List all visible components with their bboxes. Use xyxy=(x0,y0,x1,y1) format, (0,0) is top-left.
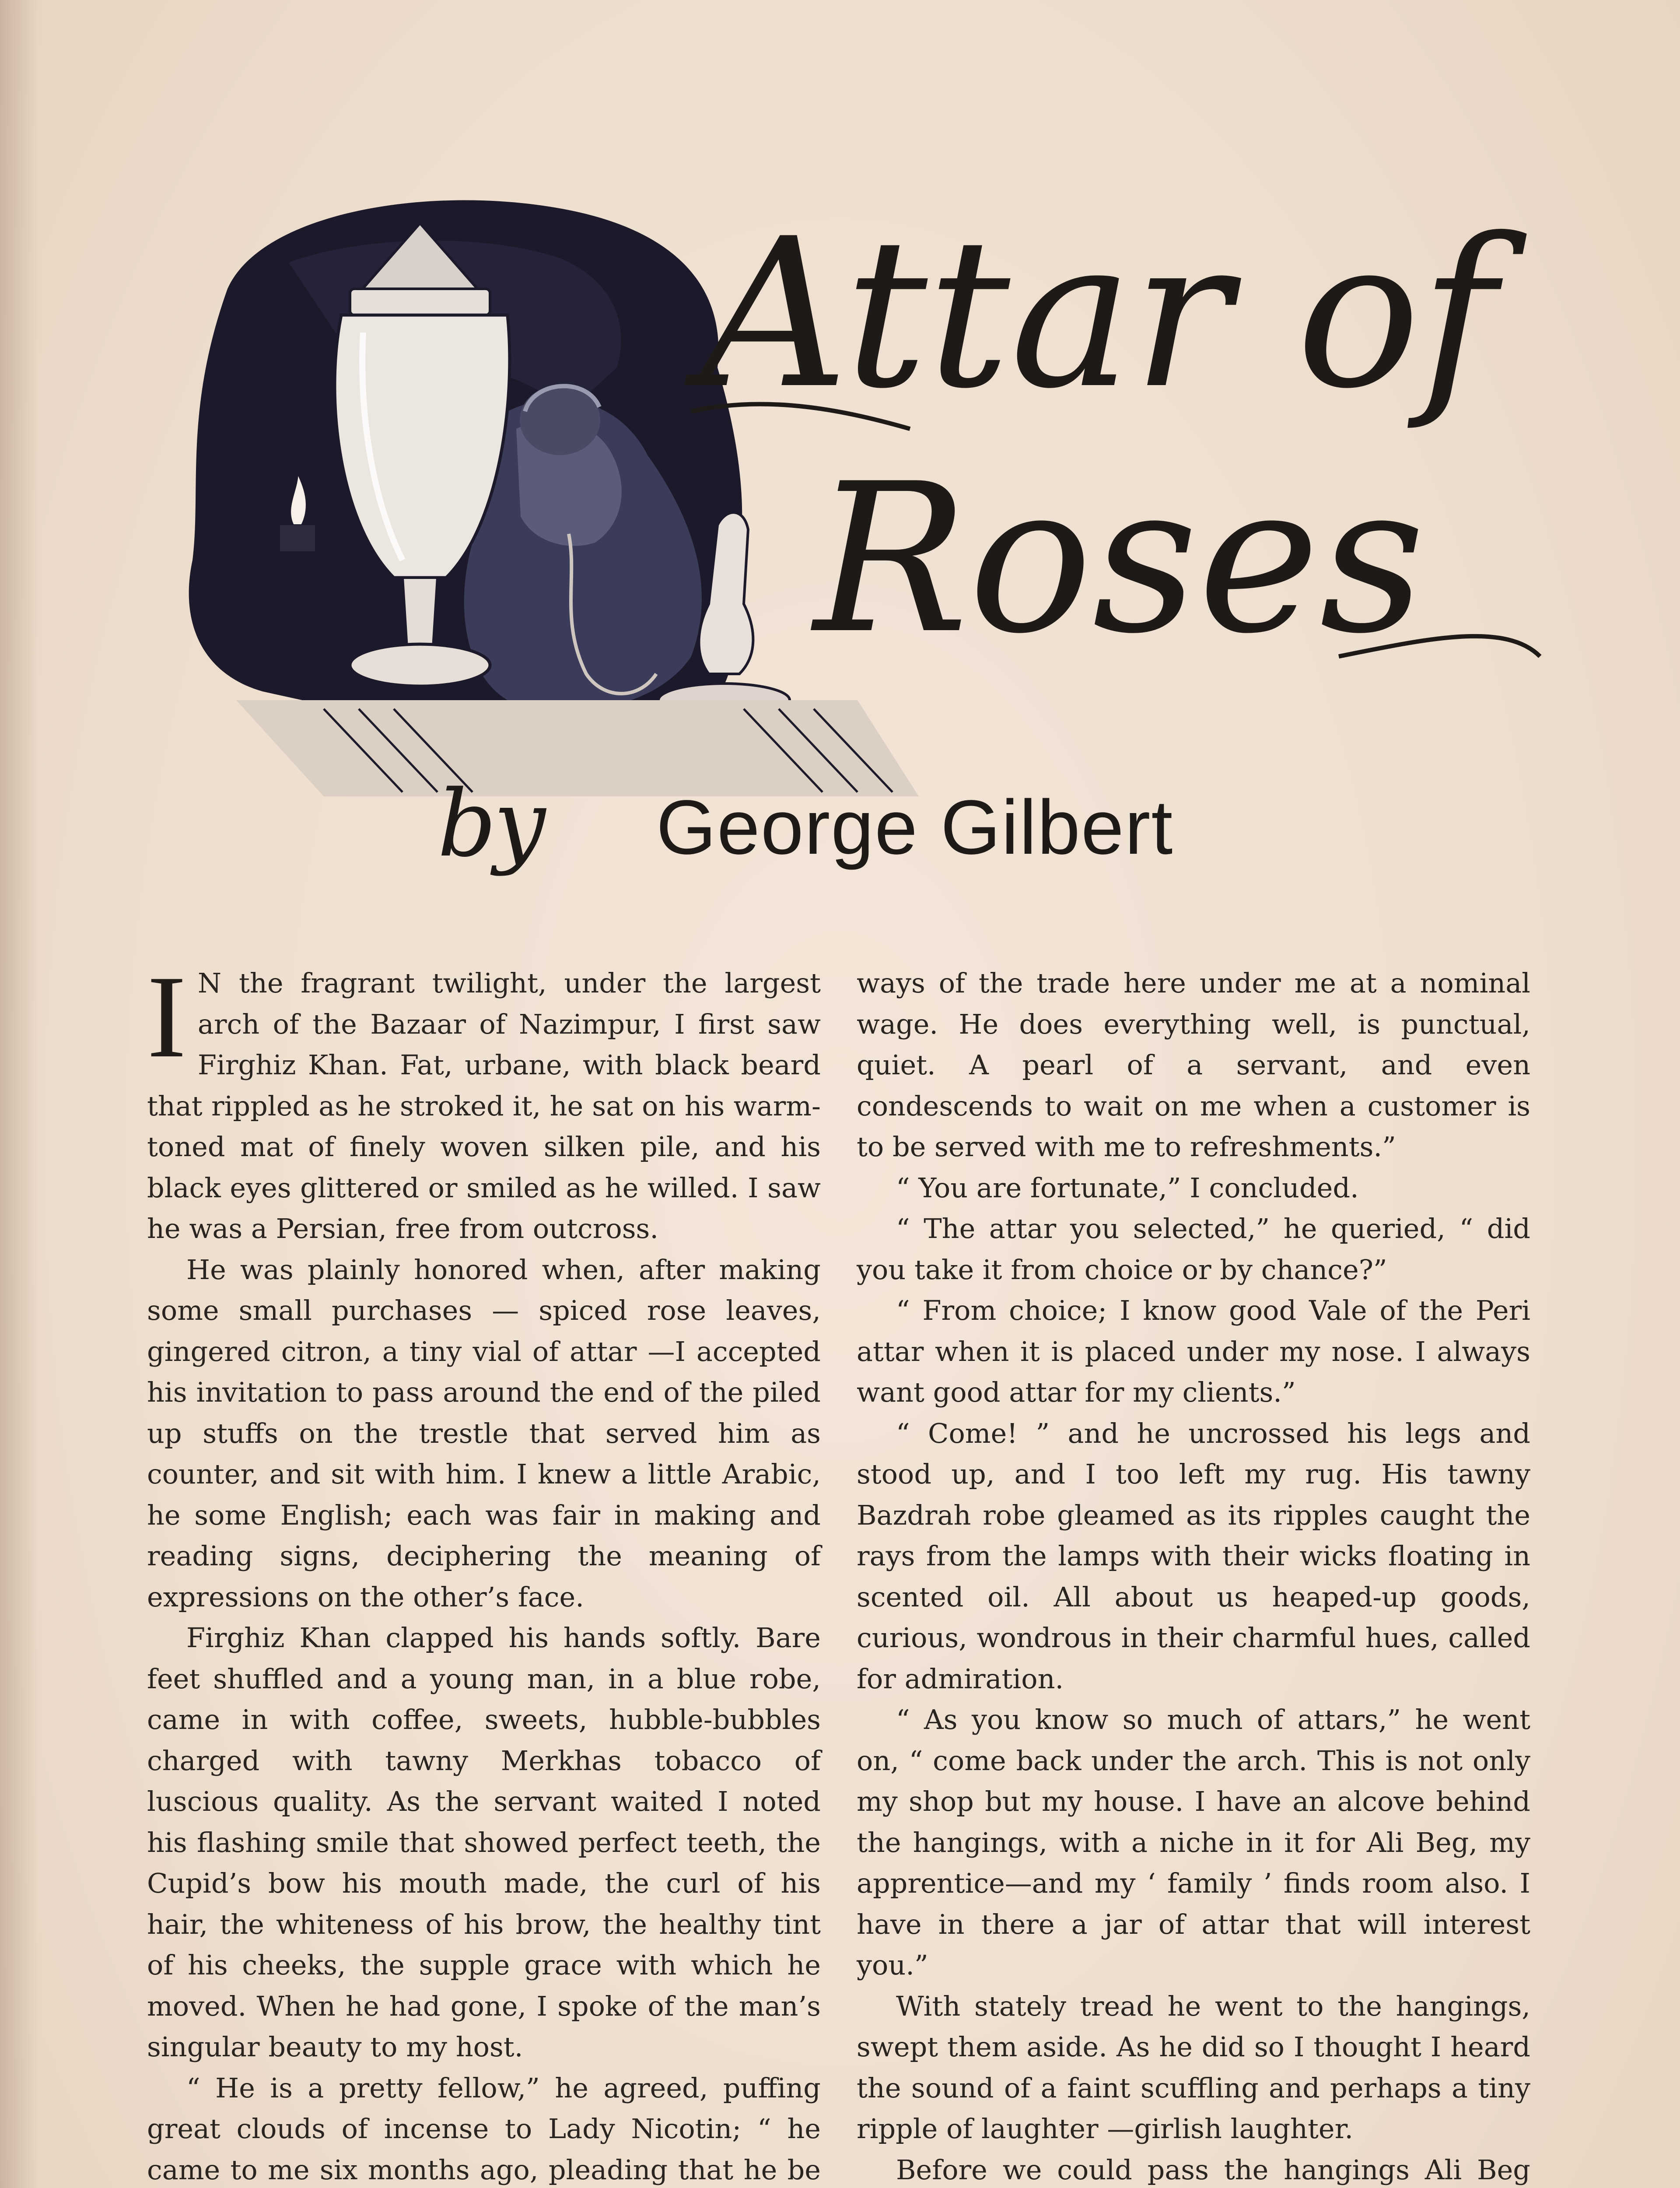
author-name: George Gilbert xyxy=(656,785,1174,870)
text-column-left xyxy=(147,951,821,2188)
byline-by: by xyxy=(438,770,543,877)
byline xyxy=(438,770,1356,901)
text-column-right xyxy=(857,963,1530,2188)
drop-cap: I xyxy=(147,951,186,1082)
paragraph: “ You are fortunate,” I concluded. xyxy=(896,1171,1359,1204)
paragraph: “ As you know so much of attars,” he went on, “ come back under the arch. This is not only my shop but my house. I have an alcove behind the hangings, with a niche in it for Ali Beg, my apprentice—and my ‘ family ’ finds room also. I have in there a jar of attar that will interest you.” xyxy=(857,1704,1530,1981)
paragraph: ways of the trade here under me at a nominal wage. He does everything well, is punctual, quiet. A pearl of a servant, and even condescends to wait on me when a customer is to be served with me to refreshments.” xyxy=(857,967,1530,1163)
title-line1: Attar of xyxy=(700,194,1497,434)
title-line2: Roses xyxy=(814,439,1425,679)
paragraph: Before we could pass the hangings Ali Beg xyxy=(896,2153,1530,2186)
paragraph: “ The attar you selected,” he queried, “ did you take it from choice or by chance?” xyxy=(857,1213,1530,1286)
gutter-shadow xyxy=(0,0,39,2188)
paragraph: Firghiz Khan clapped his hands softly. Bare feet shuffled and a young man, in a blue robe, came in with coffee, sweets, hubble-bubbles charged with tawny Merkhas tobacco of luscious quality. As the servant waited I noted his flashing smile that showed perfect teeth, the Cupid’s bow his mouth made, the curl of his hair, the whiteness of his brow, the healthy tint of his cheeks, the supple grace with which he moved. When he had gone, I spoke of the man’s singular beauty to my host. xyxy=(147,1622,821,2063)
paragraph: “ Come! ” and he uncrossed his legs and stood up, and I too left my rug. His tawny Bazdrah robe gleamed as its ripples caught the rays from the lamps with their wicks floating in scented oil. All about us heaped-up goods, curious, wondrous in their charmful hues, called for admiration. xyxy=(857,1417,1530,1695)
title-lettering xyxy=(682,166,1558,753)
paragraph: With stately tread he went to the hangings, swept them aside. As he did so I thought I heard the sound of a faint scuffling and perhaps a tiny ripple of laughter —girlish laughter. xyxy=(857,1990,1530,2145)
paragraph: I N the fragrant twilight, under the largest arch of the Bazaar of Nazimpur, I first saw Firghiz Khan. Fat, urbane, with black beard that rippled as he stroked it, he sat on his warm-toned mat of finely woven silken pile, and his black eyes glittered or smiled as he willed. I saw he was a Persian, free from outcross. xyxy=(147,951,821,1245)
paragraph: He was plainly honored when, after making some small purchases — spiced rose leaves, gingered citron, a tiny vial of attar —I accepted his invitation to pass around the end of the piled up stuffs on the trestle that served him as counter, and sit with him. I knew a little Arabic, he some English; each was fair in making and reading signs, deciphering the meaning of expressions on the other’s face. xyxy=(147,1253,821,1613)
paragraph: “ From choice; I know good Vale of the Peri attar when it is placed under my nose. I always want good attar for my clients.” xyxy=(857,1294,1530,1408)
paragraph: “ He is a pretty fellow,” he agreed, puffing great clouds of incense to Lady Nicotin; “ he came to me six months ago, pleading that he be xyxy=(147,2072,821,2186)
